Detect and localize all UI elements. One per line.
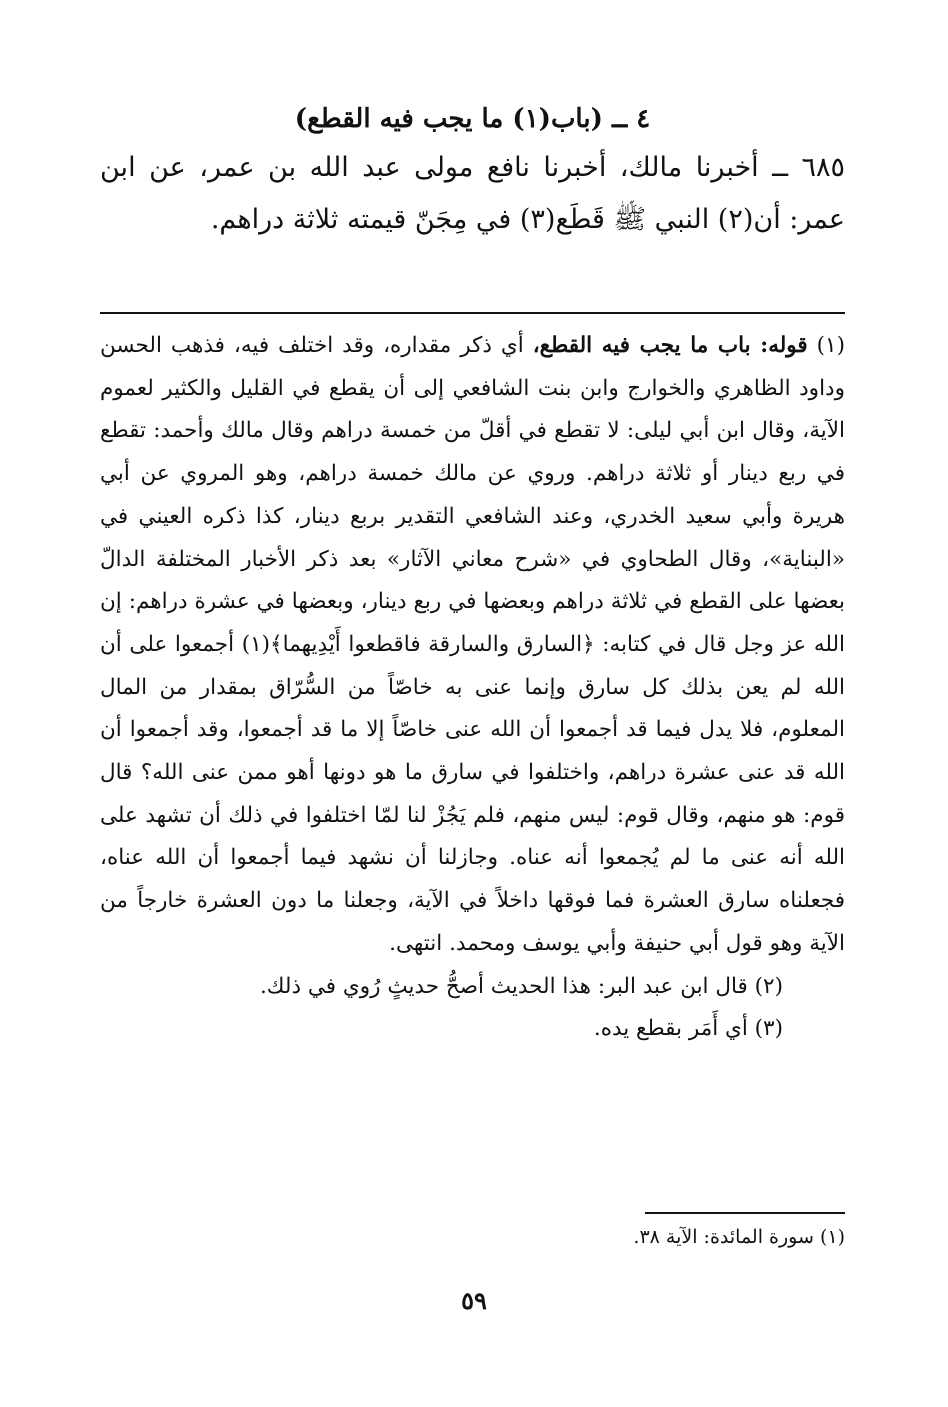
note-1	[100, 325, 845, 966]
note-1-marker: (١)	[816, 333, 845, 358]
page-number: ٥٩	[461, 1286, 487, 1315]
note-3: (٣) أي أَمَر بقطع يده.	[593, 1016, 783, 1042]
commentary-notes	[100, 325, 845, 1051]
note-2: (٢) قال ابن عبد البر: هذا الحديث أصحُّ حديثٍ رُوي في ذلك.	[259, 973, 783, 999]
note-1-body: أي ذكر مقداره، وقد اختلف فيه، فذهب الحسن وداود الظاهري والخوارج وابن بنت الشافعي إلى أن يقطع في القليل والكثير لعموم الآية، وقال ابن أبي ليلى: لا تقطع في أقلّ من خمسة دراهم وقال مالك وأحمد: تقطع في ربع دينار أو ثلاثة دراهم. وروي عن مالك خمسة دراهم، وهو المروي عن أبي هريرة وأبي سعيد الخدري، وعند الشافعي التقدير بربع دينار، كذا ذكره العيني في «البناية»، وقال الطحاوي في «شرح معاني الآثار» بعد ذكر الأخبار المختلفة الدالّ بعضها على القطع في ثلاثة دراهم وبعضها في ربع دينار، وبعضها في عشرة دراهم: إن الله عز وجل قال في كتابه: ﴿السارق والسارقة فاقطعوا أَيْدِيهما﴾(١) أجمعوا على أن الله لم يعن بذلك كل سارق وإنما عنى به خاصّاً من السُّرّاق بمقدار من المال المعلوم، فلا يدل فيما قد أجمعوا أن الله عنى خاصّاً إلا ما قد أجمعوا، وقد أجمعوا أن الله قد عنى عشرة دراهم، واختلفوا في سارق ما هو دونها أهو ممن عنى الله؟ قال قوم: هو منهم، وقال قوم: ليس منهم، فلم يَجُزْ لنا لمّا اختلفوا في ذلك أن تشهد على الله أنه عنى ما لم يُجمعوا أنه عناه. وجازلنا أن نشهد فيما أجمعوا أن الله عناه، فجعلناه سارق العشرة فما فوقها داخلاً في الآية، وجعلنا ما دون العشرة خارجاً من الآية وهو قول أبي حنيفة وأبي يوسف ومحمد. انتهى.	[100, 333, 845, 956]
footnote-1: (١) سورة المائدة: الآية ٣٨.	[633, 1226, 845, 1248]
hadith-685: ٦٨٥ ــ أخبرنا مالك، أخبرنا نافع مولى عبد الله بن عمر، عن ابن عمر: أن(٢) النبي ﷺ قَطَع(٣) في مِجَنّ قيمته ثلاثة دراهم.	[100, 152, 845, 235]
main-text	[100, 96, 845, 246]
note-1-lead: قوله: باب ما يجب فيه القطع،	[532, 333, 808, 358]
footnote-divider	[645, 1212, 845, 1214]
notes-divider	[100, 312, 845, 314]
chapter-heading: ٤ ــ (باب(١) ما يجب فيه القطع)	[294, 104, 651, 134]
